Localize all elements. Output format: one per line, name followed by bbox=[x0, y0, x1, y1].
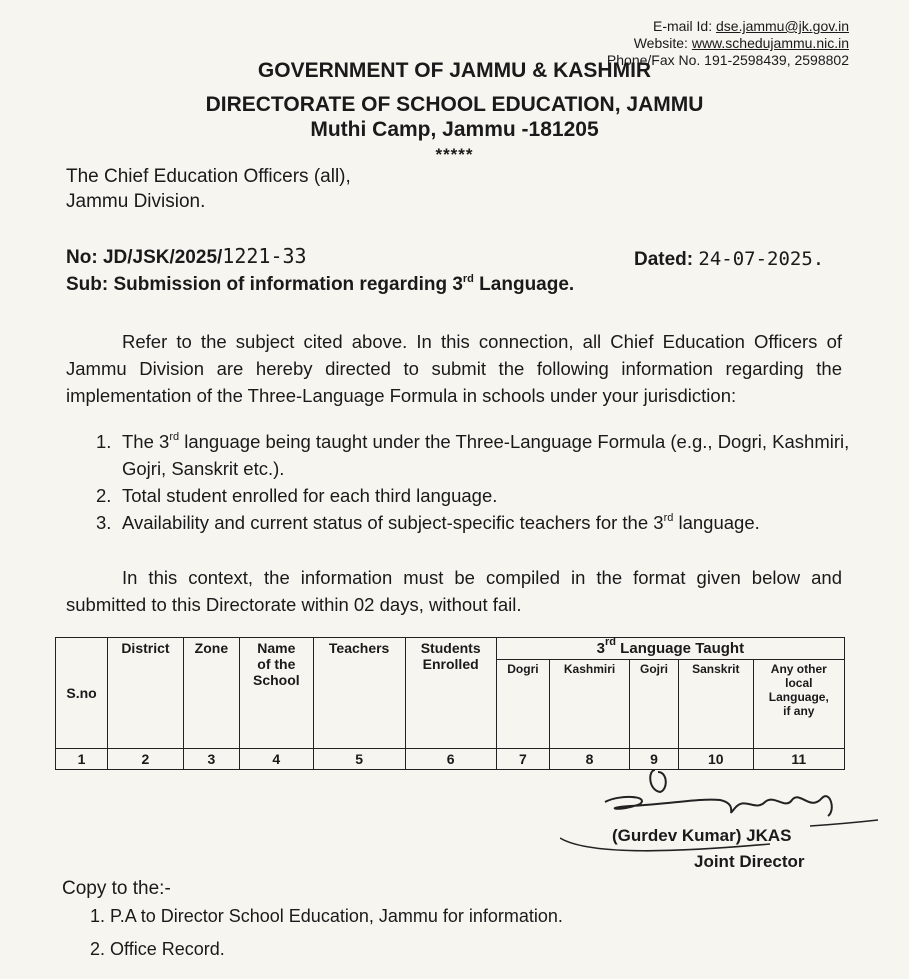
header-stars: ***** bbox=[435, 145, 474, 164]
ref-no-label: No: bbox=[66, 247, 98, 268]
item-text: Availability and current status of subject-specific teachers for the 3 bbox=[122, 512, 664, 533]
item-text-post: language being taught under the Three-Language Formula (e.g., Dogri, Kashmiri, Gojri, Sanskrit etc.). bbox=[122, 431, 850, 479]
lang-pre: 3 bbox=[596, 640, 606, 657]
list-num: 3. bbox=[96, 512, 112, 533]
col-dogri: Dogri bbox=[496, 660, 549, 749]
subject-prefix: Sub: Submission of information regarding 3 bbox=[66, 274, 463, 295]
col-sanskrit: Sanskrit bbox=[679, 660, 754, 749]
students-l2: Enrolled bbox=[422, 656, 479, 672]
col-number: 10 bbox=[679, 749, 754, 770]
table-header-row bbox=[56, 638, 845, 660]
col-gojri: Gojri bbox=[630, 660, 679, 749]
body-paragraph-1 bbox=[66, 328, 842, 409]
email-line bbox=[607, 18, 849, 35]
body-paragraph-2 bbox=[66, 564, 842, 618]
signatory-designation: Joint Director bbox=[694, 852, 805, 871]
lang-sup: rd bbox=[605, 636, 617, 648]
copy-to-list bbox=[90, 900, 563, 966]
copy-to-heading: Copy to the:- bbox=[62, 878, 171, 899]
col-number: 11 bbox=[753, 749, 844, 770]
email-link[interactable]: dse.jammu@jk.gov.in bbox=[716, 18, 849, 34]
item-text: Total student enrolled for each third language. bbox=[122, 485, 498, 506]
email-label: E-mail Id: bbox=[652, 18, 713, 34]
col-number: 3 bbox=[183, 749, 239, 770]
col-district: District bbox=[108, 638, 184, 749]
website-line bbox=[607, 35, 849, 52]
other-l3: Language, bbox=[768, 690, 829, 704]
list-item bbox=[96, 482, 856, 509]
ref-no-printed: JD/JSK/2025/ bbox=[102, 247, 223, 268]
website-link[interactable]: www.schedujammu.nic.in bbox=[691, 35, 849, 51]
col-sno: S.no bbox=[56, 638, 108, 749]
addressee bbox=[66, 164, 351, 214]
dated-label: Dated: bbox=[634, 249, 694, 270]
header-government: GOVERNMENT OF JAMMU & KASHMIR bbox=[257, 59, 652, 82]
list-item bbox=[96, 428, 856, 482]
website-label: Website: bbox=[633, 35, 688, 51]
col-any-other bbox=[753, 660, 844, 749]
dated-handwritten: 24-07-2025. bbox=[698, 248, 825, 270]
subject-suffix: Language. bbox=[473, 274, 575, 295]
copy-item-text: Office Record. bbox=[110, 939, 225, 959]
para2-text: In this context, the information must be compiled in the format given below and submitted to this Directorate within 02 days, without fail. bbox=[66, 567, 842, 615]
col-language-taught bbox=[496, 638, 844, 660]
col-number: 1 bbox=[56, 749, 108, 770]
col-number: 9 bbox=[630, 749, 679, 770]
subject-line bbox=[66, 274, 574, 296]
col-teachers: Teachers bbox=[313, 638, 405, 749]
list-num: 1. bbox=[96, 431, 112, 452]
addressee-line-1: The Chief Education Officers (all), bbox=[66, 166, 351, 187]
format-table bbox=[55, 637, 845, 770]
school-l1: Name bbox=[257, 640, 296, 656]
col-number: 8 bbox=[550, 749, 630, 770]
reference-number bbox=[66, 244, 307, 269]
students-l1: Students bbox=[420, 640, 481, 656]
col-number: 7 bbox=[496, 749, 549, 770]
col-number: 4 bbox=[239, 749, 313, 770]
lang-post: Language Taught bbox=[616, 640, 745, 657]
requirements-list bbox=[96, 428, 856, 536]
header-address: Muthi Camp, Jammu -181205 bbox=[310, 118, 599, 141]
subject-sup: rd bbox=[462, 273, 474, 285]
list-item bbox=[96, 509, 856, 536]
para1-text: Refer to the subject cited above. In this connection, all Chief Education Officers of Jammu Division are hereby directed to submit the following information regarding the implementation of the Three-Language Formula in schools under your jurisdiction: bbox=[66, 331, 842, 406]
col-number: 5 bbox=[313, 749, 405, 770]
col-zone: Zone bbox=[183, 638, 239, 749]
list-num: 2. bbox=[90, 939, 106, 959]
school-l3: School bbox=[252, 672, 300, 688]
item-text: The 3 bbox=[122, 431, 170, 452]
other-l1: Any other bbox=[770, 662, 827, 676]
header-directorate: DIRECTORATE OF SCHOOL EDUCATION, JAMMU bbox=[205, 93, 704, 116]
reference-date bbox=[634, 248, 824, 271]
list-item bbox=[90, 933, 563, 966]
col-number: 2 bbox=[108, 749, 184, 770]
school-l2: of the bbox=[257, 656, 296, 672]
list-item bbox=[90, 900, 563, 933]
other-l2: local bbox=[785, 676, 813, 690]
copy-item-text: P.A to Director School Education, Jammu for information. bbox=[110, 906, 563, 926]
col-school bbox=[239, 638, 313, 749]
col-students bbox=[405, 638, 496, 749]
phone-line: Phone/Fax No. 191-2598439, 2598802 bbox=[606, 52, 849, 68]
col-kashmiri: Kashmiri bbox=[550, 660, 630, 749]
other-l4: if any bbox=[783, 704, 815, 718]
addressee-line-2: Jammu Division. bbox=[66, 191, 206, 212]
ref-no-handwritten: 1221-33 bbox=[222, 244, 307, 268]
item-sup: rd bbox=[169, 431, 180, 443]
col-number: 6 bbox=[405, 749, 496, 770]
list-num: 2. bbox=[96, 485, 112, 506]
item-sup: rd bbox=[663, 512, 674, 524]
signatory-name: (Gurdev Kumar) JKAS bbox=[612, 826, 792, 845]
item-text-post: language. bbox=[673, 512, 760, 533]
list-num: 1. bbox=[90, 906, 106, 926]
